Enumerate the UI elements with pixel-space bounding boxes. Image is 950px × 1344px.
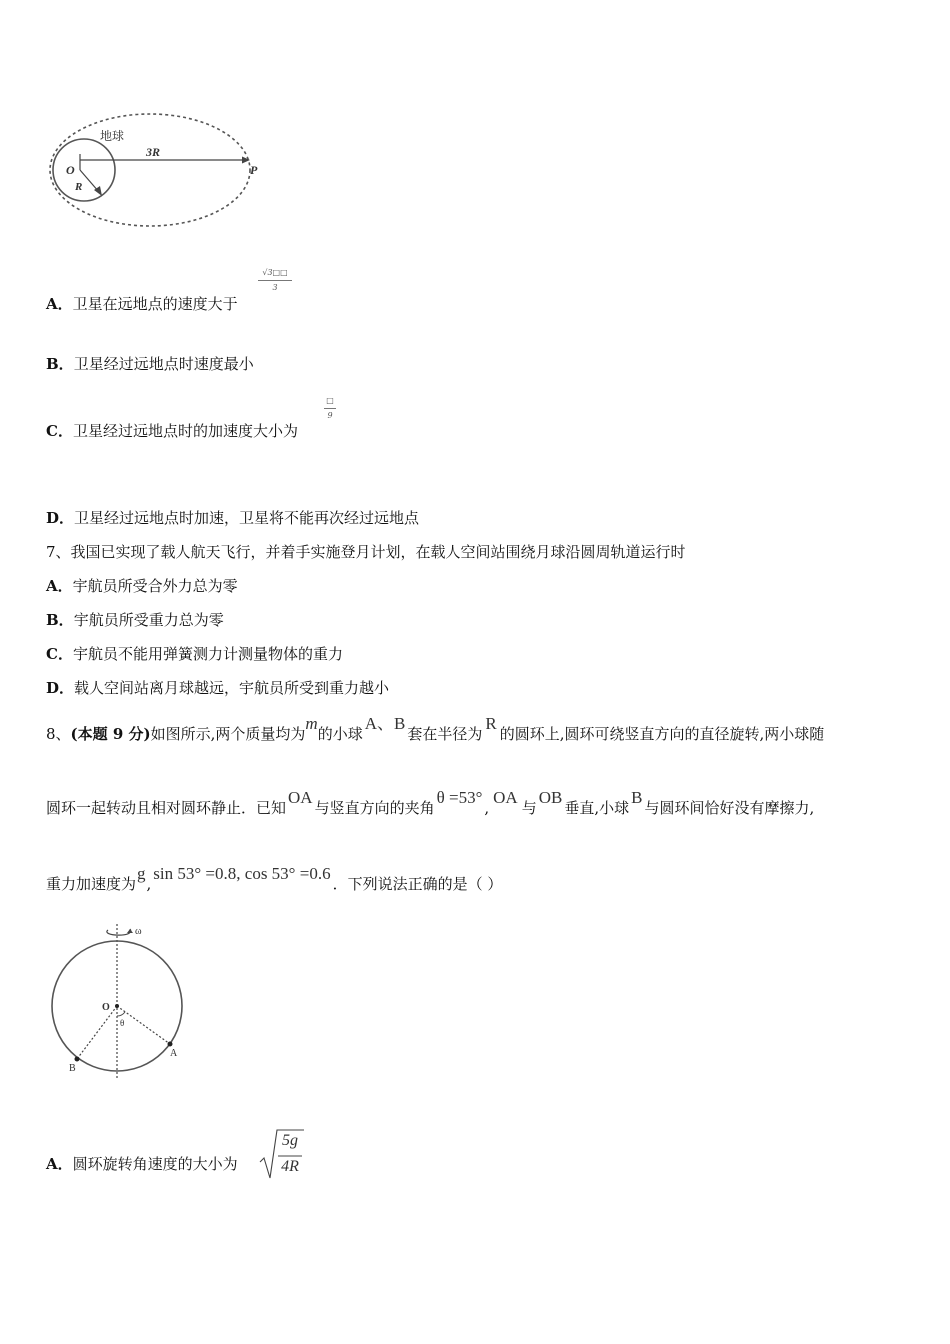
q8-stem-line-2: 圆环一起转动且相对圆环静止．已知OA与竖直方向的夹角θ =53°,OA与OB垂直,小球B与圆环间恰好没有摩擦力, [46, 788, 815, 817]
q7-option-b: B．宇航员所受重力总为零 [46, 611, 224, 629]
earth-circle [53, 139, 115, 201]
q6-option-c-fraction [324, 396, 336, 421]
math-oa-2: OA [493, 788, 518, 807]
math-m: m [305, 714, 318, 733]
ball-b [75, 1057, 80, 1062]
sqrt-numerator: 5g [282, 1132, 298, 1149]
fraction-denominator: 3 [272, 283, 278, 292]
line-oa [117, 1006, 170, 1044]
angle-arc [117, 1012, 125, 1016]
q8-stem-line-3: 重力加速度为g,sin 53° =0.8, cos 53° =0.6．下列说法正确的是（ ） [46, 864, 503, 893]
math-trig: sin 53° =0.8, cos 53° =0.6 [153, 864, 331, 883]
math-oa: OA [288, 788, 313, 807]
q6-option-b: B．卫星经过远地点时速度最小 [46, 355, 254, 373]
distance-label: 3R [146, 145, 161, 159]
center-dot [115, 1004, 119, 1008]
q7-option-d: D．载人空间站离月球越远，宇航员所受到重力越小 [46, 679, 390, 697]
point-p-label: P [250, 163, 258, 177]
rotation-arrow [107, 929, 131, 935]
math-b: B [631, 788, 643, 807]
math-ob: OB [538, 788, 563, 807]
earth-label: 地球 [100, 129, 125, 143]
orbit-figure [44, 110, 274, 240]
q7-option-a: A．宇航员所受合外力总为零 [46, 577, 238, 595]
q8-option-a: A．圆环旋转角速度的大小为 [46, 1155, 238, 1173]
q7-stem: 7、我国已实现了载人航天飞行，并着手实施登月计划，在载人空间站围绕月球沿圆周轨道运行时 [46, 543, 686, 561]
point-a-label: A [170, 1048, 178, 1059]
q6-option-d: D．卫星经过远地点时加速，卫星将不能再次经过远地点 [46, 509, 420, 527]
omega-label: ω [135, 926, 142, 937]
center-o-label: O [66, 163, 75, 177]
q6-option-a-fraction [258, 268, 292, 293]
q8-stem-line-1: 8、(本题 9 分)如图所示,两个质量均为m的小球A、B套在半径为R的圆环上,圆环可绕竖直方向的直径旋转,两小球随 [46, 714, 825, 743]
fraction-numerator: □ [324, 396, 336, 409]
fraction-denominator: 9 [327, 411, 333, 420]
fraction-numerator: √3□□ [258, 268, 292, 281]
q8-option-a-sqrt [258, 1126, 306, 1182]
q6-option-a: A．卫星在远地点的速度大于 [46, 295, 238, 313]
center-o-label: O [102, 1002, 110, 1013]
ball-a [168, 1042, 173, 1047]
radius-label: R [75, 181, 83, 193]
math-g: g [137, 864, 146, 883]
point-b-label: B [69, 1063, 76, 1074]
math-r: R [485, 714, 497, 733]
sqrt-denominator: 4R [281, 1158, 299, 1175]
line-ob [77, 1006, 117, 1059]
theta-label: θ [120, 1018, 125, 1028]
ring-figure [44, 920, 194, 1080]
q6-option-c: C．卫星经过远地点时的加速度大小为 [46, 422, 298, 440]
q7-option-c: C．宇航员不能用弹簧测力计测量物体的重力 [46, 645, 343, 663]
math-theta: θ =53° [436, 788, 483, 807]
math-ab: A、B [364, 714, 406, 733]
